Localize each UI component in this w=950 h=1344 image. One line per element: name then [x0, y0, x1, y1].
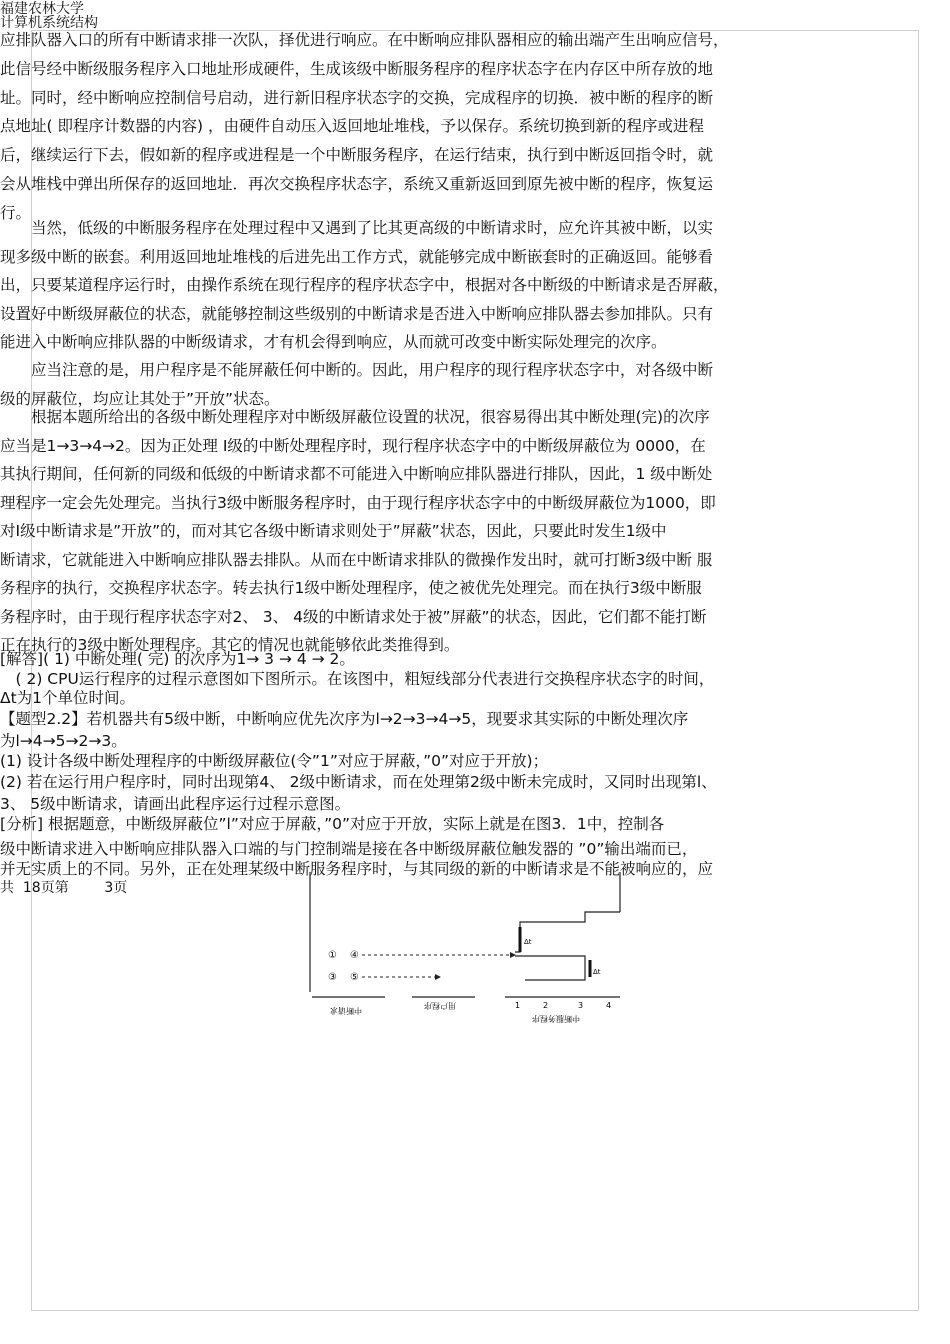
text-line: 为l→4→5→2→3。	[0, 732, 127, 750]
text-line: (1) 设计各级中断处理程序的中断级屏蔽位(令”1”对应于屏蔽，”0”对应于开放)；	[0, 752, 549, 770]
step-trace-upper	[515, 912, 620, 952]
text-line: Δt为1个单位时间。	[0, 689, 136, 707]
text-line: 设置好中断级屏蔽位的状态，就能够控制这些级别的中断请求是否进入中断响应排队器去参加排队。只有	[0, 304, 714, 323]
text-line: 3、 5级中断请求，请画出此程序运行过程示意图。	[0, 795, 351, 813]
text-line: 点地址( 即程序计数器的内容) ，由硬件自动压入返回地址堆栈，予以保存。系统切换到新的程序或进程	[0, 117, 704, 136]
text-line: 会从堆栈中弹出所保存的返回地址．再次交换程序状态字，系统又重新返回到原先被中断的程序，恢复运	[0, 175, 714, 193]
interrupt-diagram-svg	[300, 872, 630, 1032]
text-line: 对Ⅰ级中断请求是”开放”的，而对其它各级中断请求则处于”屏蔽”状态，因此，只要此时发生1级中	[0, 522, 667, 540]
text-line: 行。	[0, 203, 32, 222]
level-label-2: 2	[543, 1001, 549, 1010]
interrupt-diagram	[300, 872, 630, 1032]
text-line: 并无实质上的不同。另外，正在处理某级中断服务程序时，与其同级的新的中断请求是不能被响应的，应	[0, 860, 714, 878]
text-line: ( 2) CPU运行程序的过程示意图如下图所示。在该图中，粗短线部分代表进行交换程序状态字的时间，	[0, 670, 715, 688]
circle-label-2: ④	[350, 950, 359, 961]
text-line: 此信号经中断级服务程序入口地址形成硬件，生成该级中断服务程序的程序状态字在内存区中所存放的地	[0, 59, 714, 78]
school-name: 福建农林大学	[0, 1, 84, 17]
level-label-4: 4	[606, 1001, 612, 1010]
text-line: (2) 若在运行用户程序时，同时出现第4、 2级中断请求，而在处理第2级中断未完成时，又同时出现第l、	[0, 773, 717, 791]
text-line: 应排队器入口的所有中断请求排一次队，择优进行响应。在中断响应排队器相应的输出端产生出响应信号，	[0, 31, 729, 49]
text-line: 后，继续运行下去，假如新的程序或进程是一个中断服务程序，在运行结束，执行到中断返回指令时，就	[0, 146, 714, 165]
text-line: 级中断请求进入中断响应排队器入口端的与门控制端是接在各中断级屏蔽位触发器的 ”0”输出端而已，	[0, 840, 698, 858]
text-line: [解答]( 1) 中断处理( 完) 的次序为1→ 3 → 4 → 2。	[0, 650, 355, 668]
text-line: 级的屏蔽位，均应让其处于”开放”状态。	[0, 389, 280, 408]
arrow-head-lower	[435, 974, 441, 980]
level-label-1: 1	[515, 1001, 521, 1010]
text-line: 址。同时，经中断响应控制信号启动，进行新旧程序状态字的交换，完成程序的切换．被中断的程序的断	[0, 88, 714, 107]
course-name: 计算机系统结构	[0, 15, 98, 31]
arrow-head-upper	[510, 952, 516, 958]
text-line: [分析] 根据题意，中断级屏蔽位”l”对应于屏蔽，”0”对应于开放，实际上就是在图3．1中，控制各	[0, 815, 665, 833]
level-label-3: 3	[578, 1001, 584, 1010]
text-line: 应当注意的是，用户程序是不能屏蔽任何中断的。因此，用户程序的现行程序状态字中，对各级中断	[0, 361, 714, 379]
text-line: 现多级中断的嵌套。利用返回地址堆栈的后进先出工作方式，就能够完成中断嵌套时的正确返回。能够看	[0, 247, 714, 266]
dt-label-1: Δt	[524, 938, 532, 946]
page-footer: 共 18页第 3页	[0, 880, 128, 896]
circle-label-1: ①	[328, 950, 337, 961]
text-line: 正在执行的3级中断处理程序。其它的情况也就能够依此类推得到。	[0, 636, 460, 654]
text-line: 务程序的执行，交换程序状态字。转去执行1级中断处理程序，使之被优先处理完。而在执行3级中断服	[0, 579, 702, 597]
text-line: 【题型2.2】若机器共有5级中断，中断响应优先次序为l→2→3→4→5，现要求其实际的中断处理次序	[0, 710, 689, 728]
text-line: 理程序一定会先处理完。当执行3级中断服务程序时，由于现行程序状态字中的中断级屏蔽位为1000，即	[0, 493, 716, 512]
text-line: 能进入中断响应排队器的中断级请求，才有机会得到响应，从而就可改变中断实际处理完的次序。	[0, 333, 667, 352]
text-line: 出，只要某道程序运行时，由操作系统在现行程序的程序状态字中，根据对各中断级的中断请求是否屏蔽，	[0, 276, 729, 295]
axis-caption-service: 中断服务程序	[532, 1014, 580, 1023]
dt-label-2: Δt	[593, 968, 601, 976]
step-trace-lower	[515, 956, 585, 980]
text-line: 当然，低级的中断服务程序在处理过程中又遇到了比其更高级的中断请求时，应允许其被中断，以实	[0, 219, 714, 237]
text-line: 根据本题所给出的各级中断处理程序对中断级屏蔽位设置的状况，很容易得出其中断处理(完)的次序	[0, 408, 710, 426]
text-line: 务程序时，由于现行程序状态字对2、 3、 4级的中断请求处于被”屏蔽”的状态，因此，它们都不能打断	[0, 607, 707, 626]
text-line: 应当是1→3→4→2。因为正处理 Ⅰ级的中断处理程序时，现行程序状态字中的中断级屏蔽位为 0000，在	[0, 436, 706, 455]
circle-label-3: ③	[328, 972, 337, 983]
text-line: 断请求，它就能进入中断响应排队器去排队。从而在中断请求排队的微操作发出时，就可打断3级中断 服	[0, 550, 713, 569]
circle-label-4: ⑤	[350, 972, 359, 983]
axis-caption-user: 用户程序	[424, 1001, 456, 1010]
text-line: 其执行期间，任何新的同级和低级的中断请求都不可能进入中断响应排队器进行排队，因此，1 级中断处	[0, 465, 713, 483]
axis-caption-request: 中断请求	[330, 1006, 362, 1015]
